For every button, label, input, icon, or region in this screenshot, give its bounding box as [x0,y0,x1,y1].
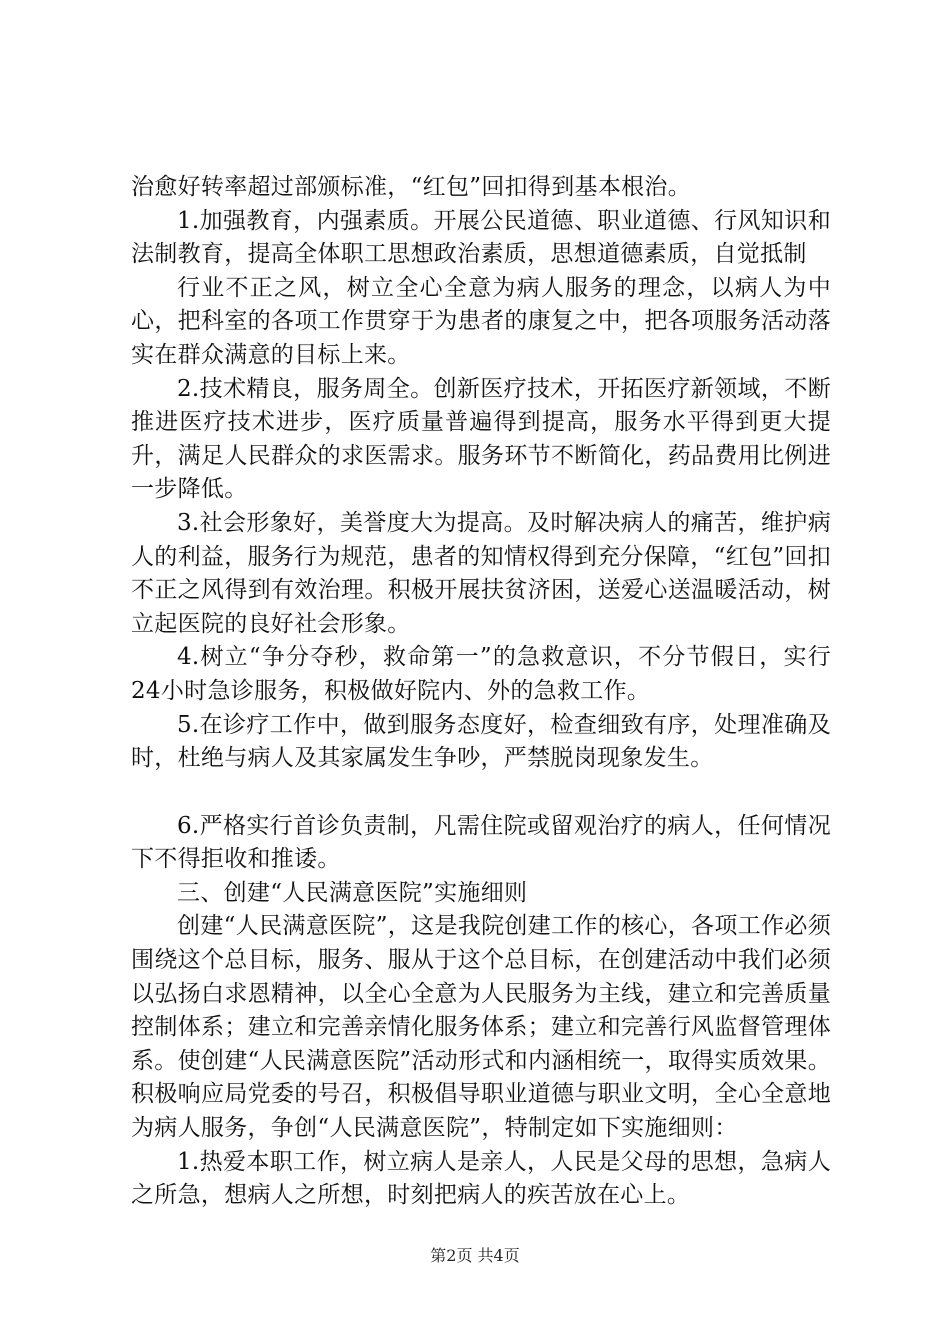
paragraph-10: 1.热爱本职工作，树立病人是亲人，人民是父母的思想，急病人之所急，想病人之所想，时刻把病人的疾苦放在心上。 [131,1148,831,1209]
paragraph-6: 4.树立“争分夺秒，救命第一”的急救意识，不分节假日，实行24小时急诊服务，积极做好院内、外的急救工作。 [131,644,831,704]
paragraph-8: 6.严格实行首诊负责制，凡需住院或留观治疗的病人，任何情况下不得拒收和推诿。 [131,812,831,873]
paragraph-spacer [131,776,831,810]
paragraph-4: 2.技术精良，服务周全。创新医疗技术，开拓医疗新领域，不断推进医疗技术进步，医疗质量普遍得到提高，服务水平得到更大提升，满足人民群众的求医需求。服务环节不断简化，药品费用比例进一步降低。 [131,375,831,503]
paragraph-7: 5.在诊疗工作中，做到服务态度好，检查细致有序，处理准确及时，杜绝与病人及其家属发生争吵，严禁脱岗现象发生。 [131,711,831,772]
section-heading: 三、创建“人民满意医院”实施细则 [177,879,528,906]
page-number-footer: 第2页 共4页 [430,1246,520,1265]
paragraph-5: 3.社会形象好，美誉度大为提高。及时解决病人的痛苦，维护病人的利益，服务行为规范，患者的知情权得到充分保障，“红包”回扣不正之风得到有效治理。积极开展扶贫济困，送爱心送温暖活动，树立起医院的良好社会形象。 [131,509,831,637]
paragraph-1: 治愈好转率超过部颁标准，“红包”回扣得到基本根治。 [131,174,692,200]
paragraph-3: 行业不正之风，树立全心全意为病人服务的理念，以病人为中心，把科室的各项工作贯穿于为患者的康复之中，把各项服务活动落实在群众满意的目标上来。 [131,274,831,368]
document-body [131,171,831,1213]
paragraph-9: 创建“人民满意医院”，这是我院创建工作的核心，各项工作必须围绕这个总目标，服务、服从于这个总目标，在创建活动中我们必须以弘扬白求恩精神，以全心全意为人民服务为主线，建立和完善质量控制体系；建立和完善亲情化服务体系；建立和完善行风监督管理体系。使创建“人民满意医院”活动形式和内涵相统一，取得实质效果。积极响应局党委的号召，积极倡导职业道德与职业文明，全心全意地为病人服务，争创“人民满意医院”，特制定如下实施细则： [131,913,831,1142]
paragraph-2: 1.加强教育，内强素质。开展公民道德、职业道德、行风知识和法制教育，提高全体职工思想政治素质，思想道德素质，自觉抵制 [131,207,831,268]
